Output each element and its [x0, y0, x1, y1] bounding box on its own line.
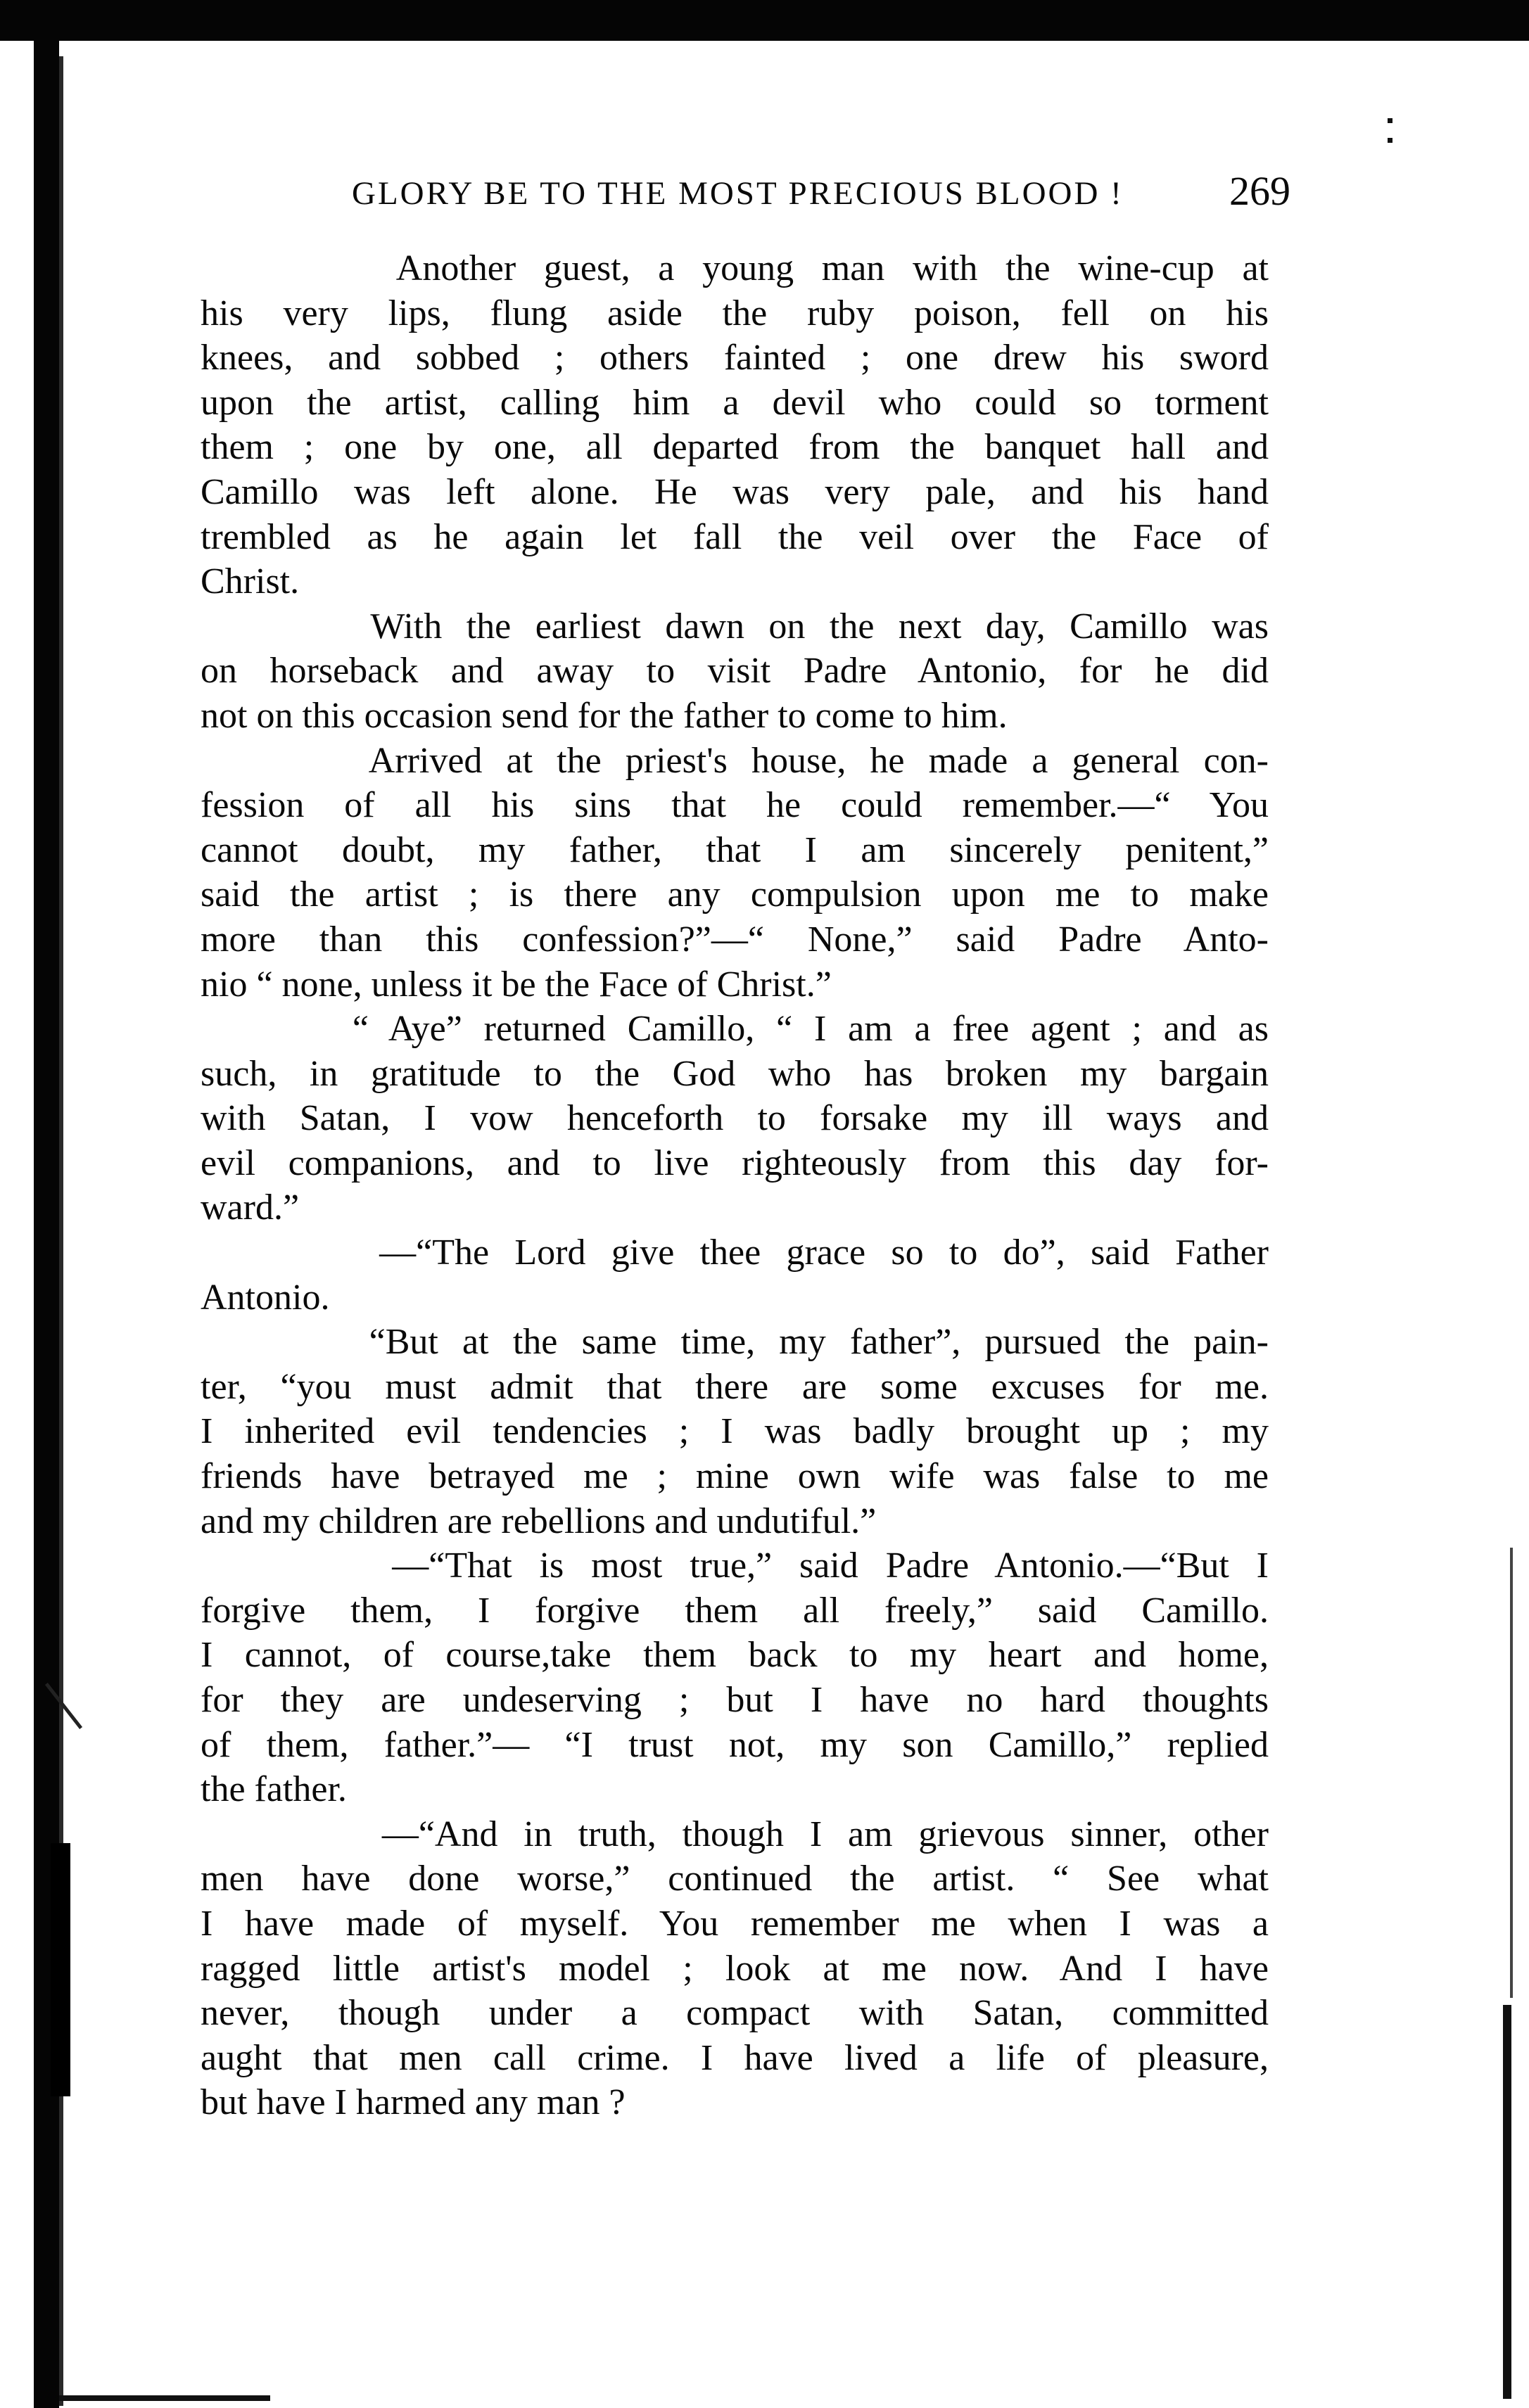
text-line: evil companions, and to live righteously from this day for-: [201, 1142, 1269, 1183]
text-line: ter, “you must admit that there are some excuses for me.: [201, 1366, 1269, 1407]
text-line: trembled as he again let fall the veil over the Face of: [201, 516, 1269, 557]
text-line: cannot doubt, my father, that I am sincerely penitent,”: [201, 829, 1269, 870]
text-line: I inherited evil tendencies ; I was badly brought up ; my: [201, 1411, 1269, 1452]
text-line: them ; one by one, all departed from the banquet hall and: [201, 427, 1269, 468]
scan-artifact-left-notch: [51, 1843, 70, 2096]
text-line: with Satan, I vow henceforth to forsake my ill ways and: [201, 1098, 1269, 1139]
text-line: nio “ none, unless it be the Face of Christ.”: [201, 964, 832, 1005]
text-line: men have done worse,” continued the artist. “ See what: [201, 1859, 1269, 1899]
text-line: “But at the same time, my father”, pursued the pain-: [201, 1322, 1269, 1363]
text-line: on horseback and away to visit Padre Antonio, for he did: [201, 651, 1269, 692]
text-line: upon the artist, calling him a devil who could so torment: [201, 382, 1269, 423]
text-line: of them, father.”— “I trust not, my son Camillo,” replied: [201, 1724, 1269, 1765]
text-line: ragged little artist's model ; look at me now. And I have: [201, 1948, 1269, 1989]
scan-artifact-right-edge: [1503, 2005, 1511, 2399]
text-line: but have I harmed any man ?: [201, 2082, 626, 2123]
text-line: and my children are rebellions and undutiful.”: [201, 1501, 877, 1541]
text-line: such, in gratitude to the God who has broken my bargain: [201, 1053, 1269, 1094]
text-line: forgive them, I forgive them all freely,” said Camillo.: [201, 1590, 1269, 1631]
text-line: aught that men call crime. I have lived a life of pleasure,: [201, 2037, 1269, 2078]
text-line: fession of all his sins that he could remember.—“ You: [201, 785, 1269, 826]
scan-artifact-dots: [1388, 118, 1392, 148]
text-line: With the earliest dawn on the next day, Camillo was: [201, 606, 1269, 646]
text-line: I have made of myself. You remember me when I was a: [201, 1903, 1269, 1944]
text-line: said the artist ; is there any compulsion upon me to make: [201, 874, 1269, 915]
text-line: his very lips, flung aside the ruby poison, fell on his: [201, 293, 1269, 333]
text-line: Arrived at the priest's house, he made a general con-: [201, 740, 1269, 781]
text-line: “ Aye” returned Camillo, “ I am a free agent ; and as: [201, 1009, 1269, 1050]
text-line: Christ.: [201, 561, 300, 602]
scan-artifact-right-edge-thin: [1510, 1548, 1513, 1998]
text-line: —“The Lord give thee grace so to do”, said Father: [201, 1232, 1269, 1273]
text-line: Another guest, a young man with the wine-cup at: [201, 248, 1269, 288]
page-number: 269: [1229, 168, 1290, 214]
text-line: knees, and sobbed ; others fainted ; one drew his sword: [201, 338, 1269, 378]
scan-artifact-bottom-line: [59, 2395, 270, 2401]
text-line: I cannot, of course,take them back to my heart and home,: [201, 1635, 1269, 1676]
body-text: [201, 246, 1269, 2125]
text-line: Antonio.: [201, 1277, 330, 1318]
text-line: never, though under a compact with Satan, committed: [201, 1993, 1269, 2034]
text-line: the father.: [201, 1769, 347, 1810]
text-line: more than this confession?”—“ None,” said Padre Anto-: [201, 919, 1269, 960]
text-line: Camillo was left alone. He was very pale, and his hand: [201, 471, 1269, 512]
text-line: not on this occasion send for the father to come to him.: [201, 695, 1008, 736]
scan-border-top: [0, 0, 1529, 41]
text-line: for they are undeserving ; but I have no hard thoughts: [201, 1680, 1269, 1720]
running-head: GLORY BE TO THE MOST PRECIOUS BLOOD !: [352, 175, 1124, 212]
text-line: friends have betrayed me ; mine own wife was false to me: [201, 1456, 1269, 1497]
text-line: —“That is most true,” said Padre Antonio.—“But I: [201, 1546, 1269, 1586]
text-line: ward.”: [201, 1187, 300, 1228]
text-line: —“And in truth, though I am grievous sinner, other: [201, 1814, 1269, 1854]
